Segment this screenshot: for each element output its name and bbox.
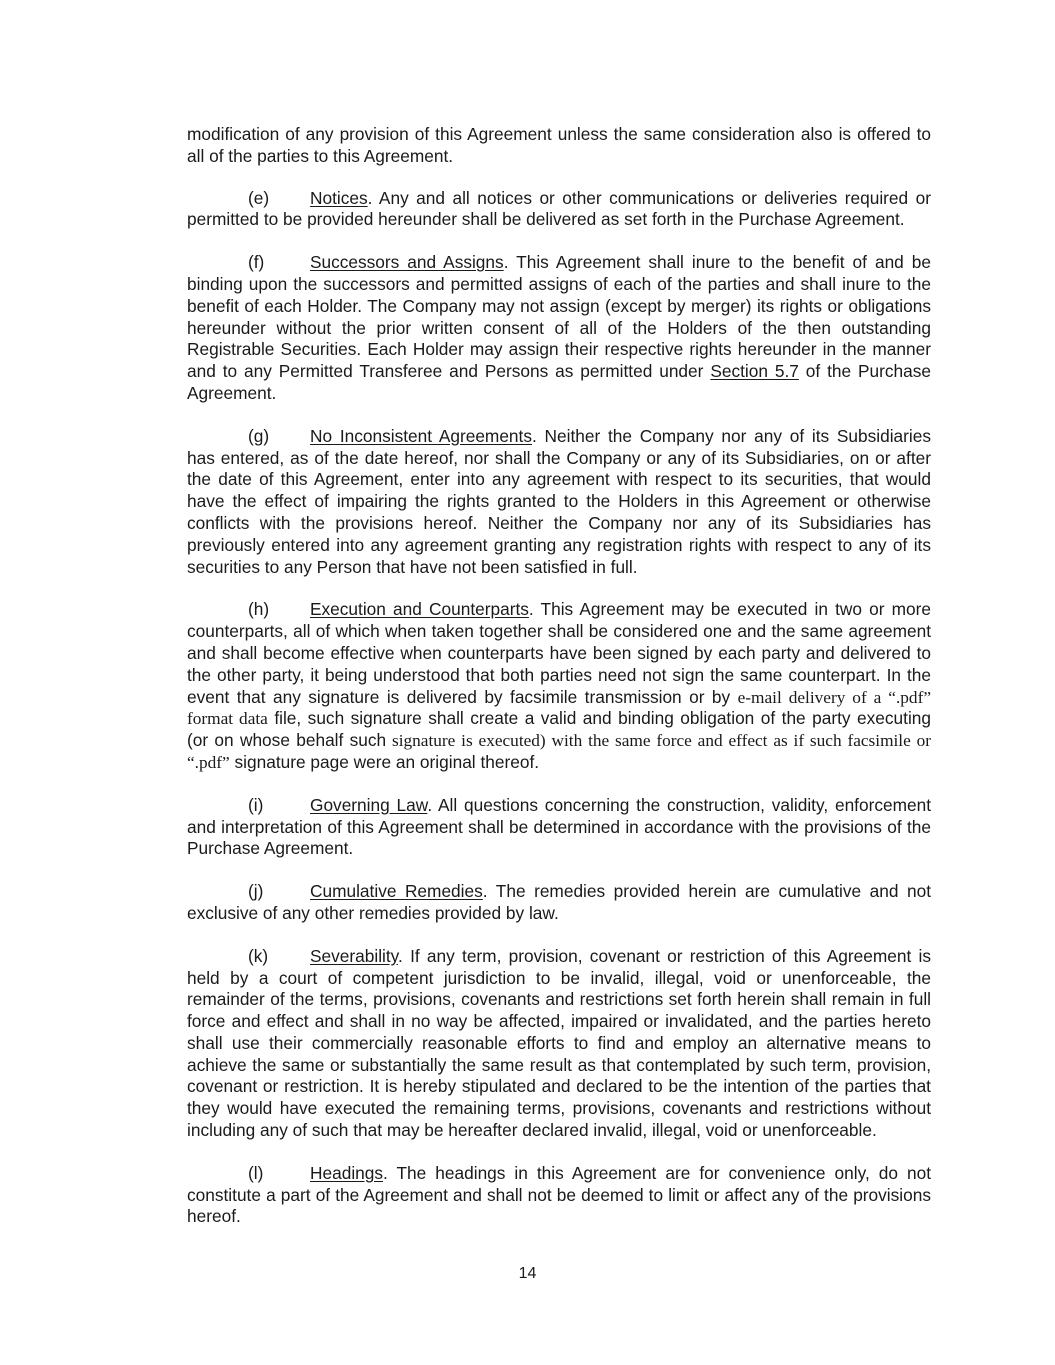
section-text: signature page were an original thereof. bbox=[229, 751, 540, 772]
section-e-notices bbox=[187, 188, 931, 232]
section-label: (k) bbox=[248, 945, 269, 966]
section-label: (l) bbox=[248, 1162, 264, 1183]
continuation-paragraph bbox=[187, 124, 931, 168]
section-text: . If any term, provision, covenant or restriction of this Agreement is held by a court of competent jurisdiction to be invalid, illegal, void or unenforceable, the remainder of the terms, provisions, covenants and restrictions set forth herein shall remain in full force and effect and shall in no way be affected, impaired or invalidated, and the parties hereto shall use their commercially reasonable efforts to find and employ an alternative means to achieve the same or substantially the same result as that contemplated by such term, provision, covenant or restriction. It is hereby stipulated and declared to be the intention of the parties that they would have executed the remaining terms, provisions, covenants and restrictions without including any of such that may be hereafter declared invalid, illegal, void or unenforceable. bbox=[187, 945, 931, 1141]
section-text: file, such signature shall create a valid and binding obligation of the party executing (or on whose behalf such bbox=[187, 708, 932, 751]
section-heading: No Inconsistent Agreements bbox=[310, 425, 532, 446]
section-heading: Governing Law bbox=[310, 794, 428, 815]
section-f-successors-and-assigns bbox=[187, 252, 931, 405]
section-text: . The headings in this Agreement are for convenience only, do not constitute a part of the Agreement and shall not be deemed to limit or affect any of the provisions hereof. bbox=[187, 1162, 931, 1227]
section-label: (g) bbox=[248, 425, 270, 446]
page-number: 14 bbox=[518, 1265, 537, 1282]
section-label: (e) bbox=[248, 187, 270, 208]
section-i-governing-law bbox=[187, 795, 931, 860]
section-label: (i) bbox=[248, 794, 264, 815]
section-text: of the Purchase Agreement. bbox=[187, 361, 931, 403]
section-text: . Any and all notices or other communications or deliveries required or permitted to be provided hereunder shall be delivered as set forth in the Purchase Agreement. bbox=[187, 187, 931, 230]
section-h-execution-and-counterparts bbox=[187, 599, 931, 773]
section-heading: Notices bbox=[310, 187, 368, 208]
section-heading: Cumulative Remedies bbox=[310, 881, 483, 902]
section-label: (f) bbox=[248, 252, 265, 273]
section-text: . This Agreement may be executed in two or more counterparts, all of which when taken together shall be considered one and the same agreement and shall become effective when counterparts have been signed by each party and delivered to the other party, it being understood that both parties need not sign the same counterpart. In the event that any signature is delivered by facsimile transmission or by bbox=[187, 599, 932, 707]
continuation-text: modification of any provision of this Agreement unless the same consideration also is offered to all of the parties to this Agreement. bbox=[187, 124, 931, 166]
section-heading: Severability bbox=[310, 945, 399, 966]
section-text-serif: e-mail delivery of a “.pdf” format data bbox=[187, 687, 931, 729]
section-heading: Headings bbox=[310, 1162, 384, 1183]
section-reference: Section 5.7 bbox=[710, 361, 799, 382]
section-k-severability bbox=[187, 946, 931, 1142]
document-body bbox=[187, 124, 931, 1249]
section-g-no-inconsistent-agreements bbox=[187, 426, 931, 579]
section-text: . This Agreement shall inure to the benefit of and be binding upon the successors and permitted assigns of each of the parties and shall inure to the benefit of each Holder. The Company may not assign (except by merger) its rights or obligations hereunder without the prior written consent of all of the Holders of the then outstanding Registrable Securities. Each Holder may assign their respective rights hereunder in the manner and to any Permitted Transferee and Persons as permitted under bbox=[187, 252, 931, 382]
section-label: (j) bbox=[248, 881, 264, 902]
section-j-cumulative-remedies bbox=[187, 881, 931, 925]
section-heading: Execution and Counterparts bbox=[310, 599, 529, 620]
section-text: . Neither the Company nor any of its Subsidiaries has entered, as of the date hereof, nor shall the Company or any of its Subsidiaries, on or after the date of this Agreement, enter into any agreement with respect to its securities, that would have the effect of impairing the rights granted to the Holders in this Agreement or otherwise conflicts with the provisions hereof. Neither the Company nor any of its Subsidiaries has previously entered into any agreement granting any registration rights with respect to any of its securities to any Person that have not been satisfied in full. bbox=[187, 425, 931, 577]
section-l-headings bbox=[187, 1163, 931, 1228]
section-heading: Successors and Assigns bbox=[310, 252, 504, 273]
section-text: . All questions concerning the construction, validity, enforcement and interpretation of this Agreement shall be determined in accordance with the provisions of the Purchase Agreement. bbox=[187, 794, 932, 859]
section-text: . The remedies provided herein are cumulative and not exclusive of any other remedies provided by law. bbox=[187, 881, 932, 923]
section-text-serif: signature is executed) with the same force and effect as if such facsimile or “.pdf” bbox=[187, 731, 932, 772]
section-label: (h) bbox=[248, 599, 270, 620]
